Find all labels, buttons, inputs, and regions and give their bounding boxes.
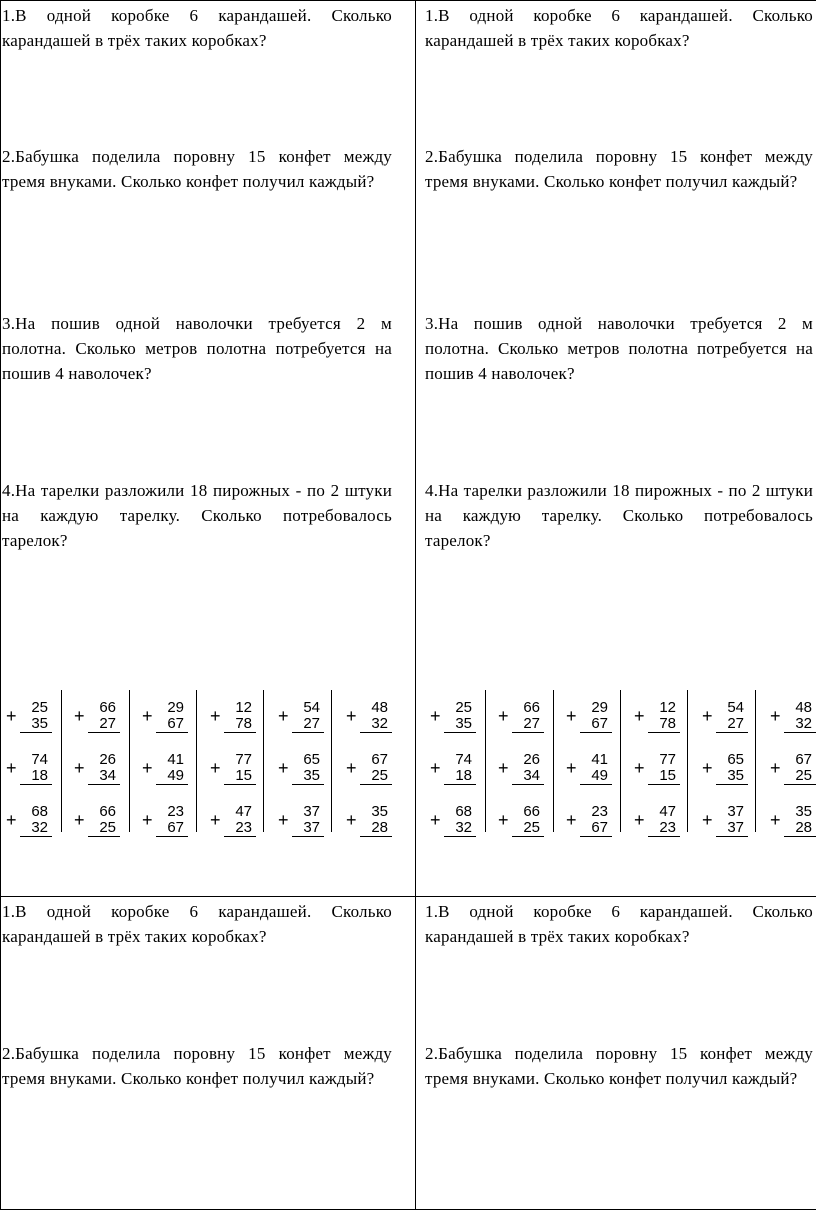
addend-bottom: 25: [523, 819, 540, 836]
sum-line: [716, 732, 748, 733]
addend-bottom: 35: [455, 715, 472, 732]
sum-line: [512, 784, 544, 785]
sum-line: [444, 784, 476, 785]
task-3-right: 3.На пошив одной наволочки требуется 2 м полотна. Сколько метров полотна потребуется на пошив 4 наволочек?: [425, 314, 813, 383]
addend-top: 37: [303, 803, 320, 820]
addition-exercise: [634, 752, 680, 786]
sum-line: [224, 784, 256, 785]
plus-sign: +: [210, 810, 221, 830]
sum-line: [648, 836, 680, 837]
plus-sign: +: [770, 706, 781, 726]
addend-top: 66: [99, 803, 116, 820]
addition-exercise: [566, 752, 612, 786]
sum-line: [580, 732, 612, 733]
addend-bottom: 18: [455, 767, 472, 784]
addend-bottom: 18: [31, 767, 48, 784]
plus-sign: +: [346, 810, 357, 830]
addition-exercise: [770, 804, 816, 838]
addend-bottom: 32: [31, 819, 48, 836]
addition-exercise: [770, 700, 816, 734]
task-1-right: 1.В одной коробке 6 карандашей. Сколько карандашей в трёх таких коробках?: [425, 6, 813, 50]
sum-line: [716, 784, 748, 785]
addend-bottom: 25: [795, 767, 812, 784]
sum-line: [292, 784, 324, 785]
sum-line: [88, 784, 120, 785]
plus-sign: +: [566, 706, 577, 726]
addition-exercise: [498, 804, 544, 838]
plus-sign: +: [210, 758, 221, 778]
plus-sign: +: [346, 758, 357, 778]
addition-exercise: [498, 700, 544, 734]
addition-exercise: [566, 700, 612, 734]
sum-line: [784, 784, 816, 785]
exercise-column-separator: [485, 690, 486, 832]
plus-sign: +: [634, 758, 645, 778]
table-center-divider: [415, 0, 416, 1210]
addend-bottom: 27: [523, 715, 540, 732]
addition-exercise: [278, 700, 324, 734]
addend-bottom: 28: [795, 819, 812, 836]
plus-sign: +: [702, 758, 713, 778]
plus-sign: +: [74, 706, 85, 726]
addition-exercise: [702, 752, 748, 786]
plus-sign: +: [634, 810, 645, 830]
addend-top: 37: [727, 803, 744, 820]
exercise-column-separator: [263, 690, 264, 832]
addend-top: 77: [659, 751, 676, 768]
addend-top: 26: [523, 751, 540, 768]
addend-bottom: 67: [167, 819, 184, 836]
addend-bottom: 32: [455, 819, 472, 836]
addition-exercise: [6, 700, 52, 734]
table-bottom-border: [0, 1209, 816, 1210]
exercise-column-separator: [61, 690, 62, 832]
plus-sign: +: [634, 706, 645, 726]
task-4-left: 4.На тарелки разложили 18 пирожных - по 2 штуки на каждую тарелку. Сколько потребовалось тарелок?: [2, 481, 392, 550]
addition-exercise: [346, 752, 392, 786]
addend-top: 66: [523, 803, 540, 820]
addend-bottom: 25: [371, 767, 388, 784]
plus-sign: +: [430, 706, 441, 726]
sum-line: [156, 732, 188, 733]
sum-line: [156, 836, 188, 837]
addition-exercise: [702, 804, 748, 838]
exercise-column-separator: [331, 690, 332, 832]
addend-top: 35: [371, 803, 388, 820]
addition-exercise: [634, 700, 680, 734]
addend-bottom: 25: [99, 819, 116, 836]
addition-exercise: [430, 700, 476, 734]
sum-line: [156, 784, 188, 785]
exercise-column-separator: [620, 690, 621, 832]
addend-top: 12: [235, 699, 252, 716]
sum-line: [784, 836, 816, 837]
plus-sign: +: [74, 758, 85, 778]
addend-bottom: 37: [727, 819, 744, 836]
exercise-column-separator: [687, 690, 688, 832]
sum-line: [224, 732, 256, 733]
addend-bottom: 34: [99, 767, 116, 784]
addend-bottom: 78: [235, 715, 252, 732]
sum-line: [648, 784, 680, 785]
addend-top: 25: [31, 699, 48, 716]
addend-bottom: 15: [659, 767, 676, 784]
addition-exercise: [74, 700, 120, 734]
addition-exercise: [6, 804, 52, 838]
sum-line: [292, 732, 324, 733]
plus-sign: +: [430, 810, 441, 830]
sum-line: [444, 732, 476, 733]
addition-exercises-left: [0, 690, 390, 836]
addend-bottom: 15: [235, 767, 252, 784]
sum-line: [360, 836, 392, 837]
sum-line: [648, 732, 680, 733]
addend-top: 67: [371, 751, 388, 768]
sum-line: [512, 836, 544, 837]
plus-sign: +: [770, 810, 781, 830]
addend-bottom: 49: [167, 767, 184, 784]
addition-exercises-right: [424, 690, 814, 836]
addend-bottom: 34: [523, 767, 540, 784]
addend-top: 67: [795, 751, 812, 768]
addend-bottom: 35: [727, 767, 744, 784]
addend-bottom: 67: [591, 819, 608, 836]
addition-exercise: [74, 752, 120, 786]
plus-sign: +: [142, 706, 153, 726]
addend-top: 48: [371, 699, 388, 716]
addend-top: 41: [591, 751, 608, 768]
addition-exercise: [702, 700, 748, 734]
addend-top: 65: [303, 751, 320, 768]
sum-line: [292, 836, 324, 837]
task-2-left: 2.Бабушка поделила поровну 15 конфет между тремя внуками. Сколько конфет получил каждый?: [2, 147, 392, 191]
addend-top: 54: [303, 699, 320, 716]
plus-sign: +: [142, 810, 153, 830]
exercise-column-separator: [755, 690, 756, 832]
sum-line: [360, 732, 392, 733]
task-4-right: 4.На тарелки разложили 18 пирожных - по 2 штуки на каждую тарелку. Сколько потребовалось тарелок?: [425, 481, 813, 550]
plus-sign: +: [6, 706, 17, 726]
addend-bottom: 23: [659, 819, 676, 836]
table-top-border: [0, 0, 816, 1]
addend-top: 68: [31, 803, 48, 820]
addend-bottom: 35: [31, 715, 48, 732]
addition-exercise: [210, 700, 256, 734]
addend-top: 77: [235, 751, 252, 768]
addend-bottom: 49: [591, 767, 608, 784]
sum-line: [88, 836, 120, 837]
addition-exercise: [566, 804, 612, 838]
plus-sign: +: [498, 706, 509, 726]
addend-top: 68: [455, 803, 472, 820]
plus-sign: +: [702, 810, 713, 830]
addend-top: 23: [167, 803, 184, 820]
plus-sign: +: [278, 706, 289, 726]
addend-top: 47: [235, 803, 252, 820]
addition-exercise: [346, 700, 392, 734]
table-left-border: [0, 0, 1, 1210]
addend-top: 66: [523, 699, 540, 716]
plus-sign: +: [278, 758, 289, 778]
addend-bottom: 27: [727, 715, 744, 732]
addition-exercise: [430, 752, 476, 786]
plus-sign: +: [210, 706, 221, 726]
addition-exercise: [6, 752, 52, 786]
sum-line: [360, 784, 392, 785]
addend-bottom: 27: [303, 715, 320, 732]
table-middle-border: [0, 896, 816, 897]
addition-exercise: [430, 804, 476, 838]
sum-line: [580, 836, 612, 837]
addend-top: 29: [167, 699, 184, 716]
sum-line: [224, 836, 256, 837]
addition-exercise: [346, 804, 392, 838]
sum-line: [784, 732, 816, 733]
plus-sign: +: [142, 758, 153, 778]
plus-sign: +: [770, 758, 781, 778]
plus-sign: +: [74, 810, 85, 830]
addend-top: 26: [99, 751, 116, 768]
addend-bottom: 32: [371, 715, 388, 732]
plus-sign: +: [278, 810, 289, 830]
addend-top: 25: [455, 699, 472, 716]
addition-exercise: [498, 752, 544, 786]
addition-exercise: [74, 804, 120, 838]
addend-bottom: 32: [795, 715, 812, 732]
task-1-left: 1.В одной коробке 6 карандашей. Сколько карандашей в трёх таких коробках?: [2, 6, 392, 50]
sum-line: [580, 784, 612, 785]
addend-top: 74: [455, 751, 472, 768]
addend-bottom: 37: [303, 819, 320, 836]
sum-line: [716, 836, 748, 837]
addend-bottom: 35: [303, 767, 320, 784]
plus-sign: +: [346, 706, 357, 726]
addition-exercise: [142, 752, 188, 786]
plus-sign: +: [498, 758, 509, 778]
addend-bottom: 78: [659, 715, 676, 732]
addend-top: 66: [99, 699, 116, 716]
sum-line: [20, 836, 52, 837]
exercise-column-separator: [553, 690, 554, 832]
addend-top: 23: [591, 803, 608, 820]
sum-line: [20, 784, 52, 785]
bottom-task-2-right: 2.Бабушка поделила поровну 15 конфет между тремя внуками. Сколько конфет получил каждый?: [425, 1044, 813, 1088]
plus-sign: +: [498, 810, 509, 830]
bottom-task-1-right: 1.В одной коробке 6 карандашей. Сколько карандашей в трёх таких коробках?: [425, 902, 813, 946]
addition-exercise: [634, 804, 680, 838]
addend-top: 35: [795, 803, 812, 820]
addend-top: 54: [727, 699, 744, 716]
addend-top: 29: [591, 699, 608, 716]
addend-top: 47: [659, 803, 676, 820]
addend-top: 74: [31, 751, 48, 768]
exercise-column-separator: [129, 690, 130, 832]
sum-line: [88, 732, 120, 733]
bottom-task-1-left: 1.В одной коробке 6 карандашей. Сколько карандашей в трёх таких коробках?: [2, 902, 392, 946]
addition-exercise: [210, 804, 256, 838]
addend-top: 41: [167, 751, 184, 768]
addend-bottom: 67: [591, 715, 608, 732]
addend-bottom: 28: [371, 819, 388, 836]
addend-bottom: 67: [167, 715, 184, 732]
addition-exercise: [142, 700, 188, 734]
addition-exercise: [770, 752, 816, 786]
bottom-task-2-left: 2.Бабушка поделила поровну 15 конфет между тремя внуками. Сколько конфет получил каждый?: [2, 1044, 392, 1088]
plus-sign: +: [6, 810, 17, 830]
addition-exercise: [210, 752, 256, 786]
sum-line: [512, 732, 544, 733]
addition-exercise: [278, 752, 324, 786]
plus-sign: +: [430, 758, 441, 778]
plus-sign: +: [702, 706, 713, 726]
addend-top: 12: [659, 699, 676, 716]
exercise-column-separator: [196, 690, 197, 832]
plus-sign: +: [6, 758, 17, 778]
task-2-right: 2.Бабушка поделила поровну 15 конфет между тремя внуками. Сколько конфет получил каждый?: [425, 147, 813, 191]
addition-exercise: [278, 804, 324, 838]
addend-bottom: 23: [235, 819, 252, 836]
sum-line: [444, 836, 476, 837]
addend-top: 65: [727, 751, 744, 768]
addend-top: 48: [795, 699, 812, 716]
sum-line: [20, 732, 52, 733]
plus-sign: +: [566, 758, 577, 778]
plus-sign: +: [566, 810, 577, 830]
addend-bottom: 27: [99, 715, 116, 732]
addition-exercise: [142, 804, 188, 838]
task-3-left: 3.На пошив одной наволочки требуется 2 м полотна. Сколько метров полотна потребуется на пошив 4 наволочек?: [2, 314, 392, 383]
